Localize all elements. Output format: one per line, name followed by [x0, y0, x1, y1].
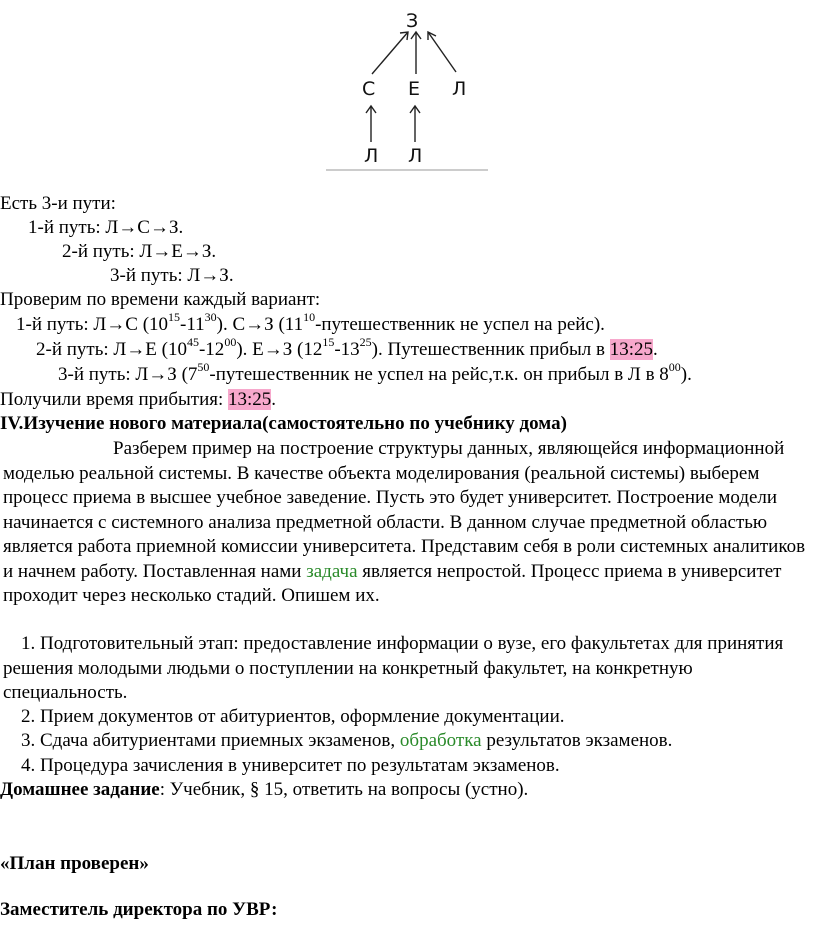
path-2: 2-й путь: Л→Е→З.	[62, 241, 217, 262]
section-heading: IV.Изучение нового материала(самостоятельно по учебнику дома)	[0, 413, 567, 434]
diagram-node-bottom-1: Л	[364, 145, 379, 167]
stage-1: 1. Подготовительный этап: предоставление информации о вузе, его факультетах для принятия решения молодыми людьми о поступлении на конкретный факультет, на конкретную специальность.	[3, 633, 784, 703]
check-intro: Проверим по времени каждый вариант:	[0, 289, 321, 310]
path-1: 1-й путь: Л→С→З.	[28, 217, 184, 238]
diagram-node-middle-1: С	[362, 78, 376, 100]
result-line: Получили время прибытия: 13:25.	[0, 389, 277, 410]
path-diagram	[320, 0, 500, 178]
stage-3: 3. Сдача абитуриентами приемных экзаменов, обработка результатов экзаменов.	[21, 730, 673, 751]
diagram-node-middle-3: Л	[452, 78, 467, 100]
plan-checked: «План проверен»	[0, 853, 149, 874]
path-3: 3-й путь: Л→З.	[110, 265, 234, 286]
arrival-time-highlight: 13:25	[609, 339, 654, 360]
check-path-1: 1-й путь: Л→С $(10^{15}-11^{30})$. С→З ($11^{10}$-путешественник не успел на рейс).	[16, 309, 605, 335]
homework-label: Домашнее задание	[0, 779, 160, 800]
check-path-3: 3-й путь: Л→З ($7^{50}$-путешественник не успел на рейс,т.к. он прибыл в Л в $8^{00}$).	[58, 359, 692, 385]
homework-line: Домашнее задание: Учебник, § 15, ответить на вопросы (устно).	[0, 779, 529, 800]
diagram-node-bottom-2: Л	[408, 145, 423, 167]
stage-4: 4. Процедура зачисления в университет по результатам экзаменов.	[21, 755, 560, 776]
check-path-2: 2-й путь: Л→Е $(10^{45}-12^{00})$. Е→З $(12^{15}-13^{25})$. Путешественник прибыл в 13:25.	[36, 334, 658, 360]
task-link[interactable]: задача	[306, 560, 358, 582]
stage-2: 2. Прием документов от абитуриентов, оформление документации.	[21, 706, 565, 727]
result-time-highlight: 13:25	[228, 389, 272, 410]
intro-paragraph: Разберем пример на построение структуры данных, являющейся информационной моделью реальной системы. В качестве объекта моделирования (реальной системы) выберем процесс приема в высшее учебное заведение. Пусть это будет университет. Построение модели начинается с системного анализа предметной области. В данном случае предметной областью является работа приемной комиссии университета. Представим себя в роли системных аналитиков и начнем работу. Поставленная нами задача является непростой. Процесс приема в университет проходит через несколько стадий. Опишем их.	[3, 438, 806, 606]
paths-intro: Есть 3-и пути:	[0, 193, 116, 214]
processing-link[interactable]: обработка	[399, 730, 482, 751]
deputy-director-label: Заместитель директора по УВР:	[0, 899, 278, 920]
diagram-node-top: З	[406, 10, 419, 32]
diagram-node-middle-2: Е	[408, 78, 421, 100]
